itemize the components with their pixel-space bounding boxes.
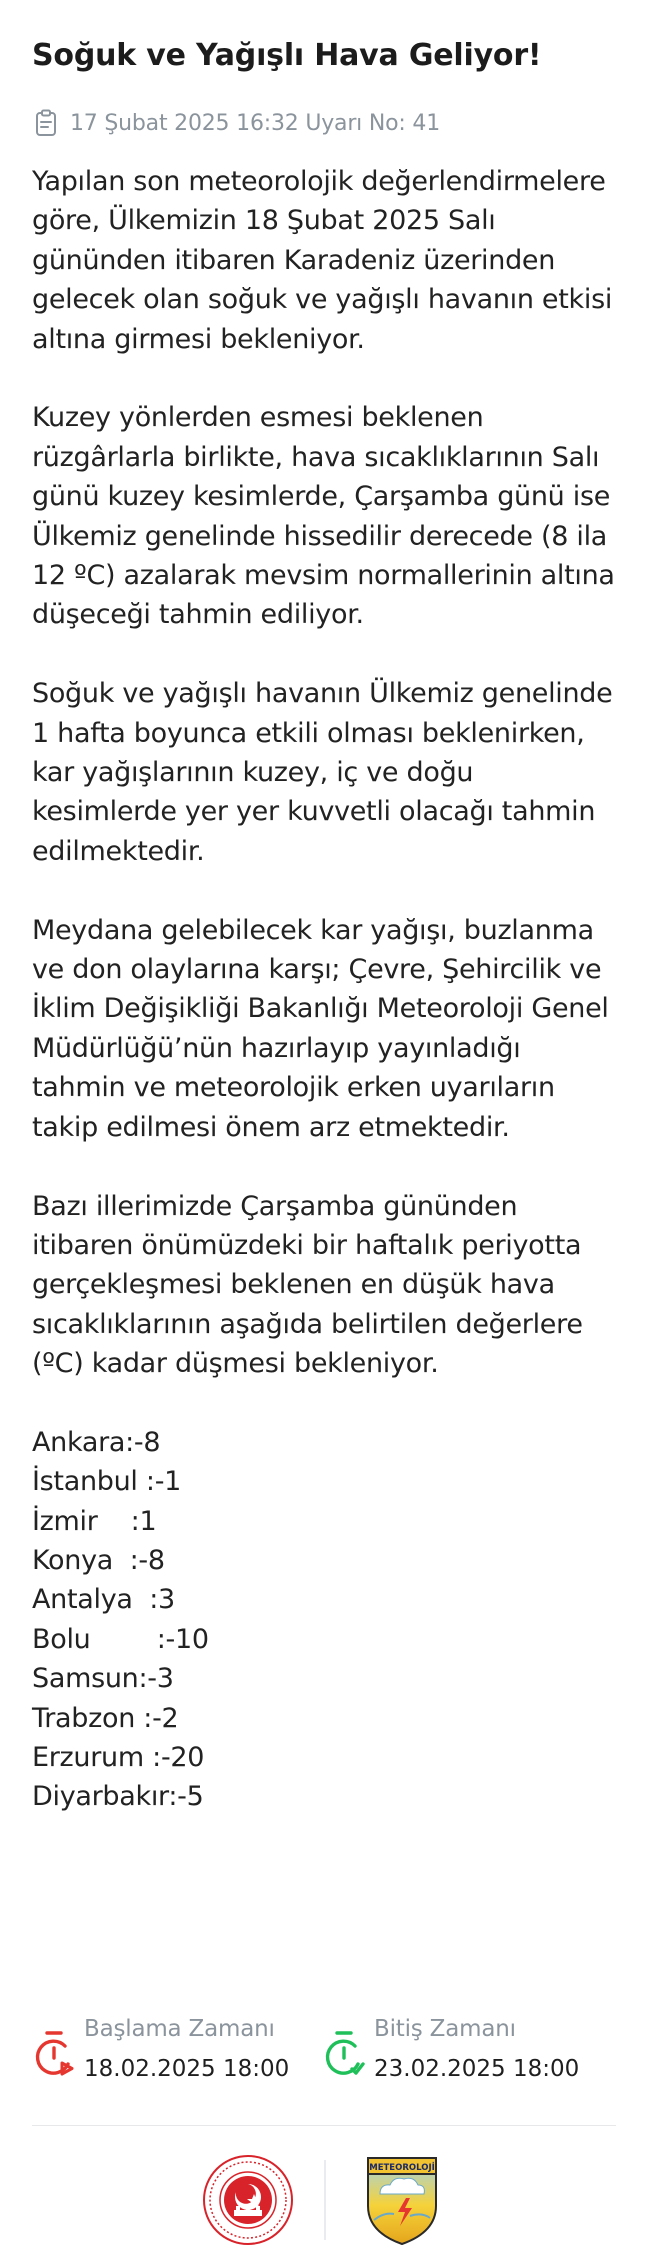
city-temperature-list (32, 1423, 616, 1817)
svg-text:METEOROLOJİ: METEOROLOJİ (369, 2163, 435, 2173)
start-timer-icon (32, 2030, 78, 2082)
city-temperature: Erzurum :-20 (32, 1742, 205, 1774)
warning-meta (32, 108, 616, 138)
city-temperature: Diyarbakır:-5 (32, 1781, 204, 1813)
footer-divider (32, 2125, 616, 2126)
paragraph: Bazı illerimizde Çarşamba gününden itibaren önümüzdeki bir haftalık periyotta gerçekleşmesi beklenen en düşük hava sıcaklıklarının aşağıda belirtilen değerlere (ºC) kadar düşmesi bekleniyor. (32, 1190, 583, 1380)
end-time-text (374, 2014, 579, 2084)
warning-body (32, 162, 616, 1817)
paragraph: Soğuk ve yağışlı havanın Ülkemiz genelinde 1 hafta boyunca etkili olması beklenirken, kar yağışlarının kuzey, iç ve doğu kesimlerde yer yer kuvvetli olacağı tahmin edilmektedir. (32, 678, 613, 867)
end-timer-icon (322, 2030, 368, 2082)
warning-date-and-number: 17 Şubat 2025 16:32 Uyarı No: 41 (70, 110, 441, 136)
city-temperature: Bolu :-10 (32, 1623, 209, 1655)
start-time-text (84, 2014, 289, 2084)
city-temperature: Antalya :3 (32, 1584, 175, 1616)
page-title: Soğuk ve Yağışlı Hava Geliyor! (32, 38, 542, 73)
city-temperature: İzmir :1 (32, 1505, 157, 1537)
paragraph: Yapılan son meteorolojik değerlendirmelere göre, Ülkemizin 18 Şubat 2025 Salı gününden itibaren Karadeniz üzerinden gelecek olan soğuk ve yağışlı havanın etkisi altına girmesi bekleniyor. (32, 166, 613, 355)
city-temperature: Trabzon :-2 (32, 1702, 179, 1734)
ministry-seal-logo (202, 2154, 294, 2246)
end-time-value: 23.02.2025 18:00 (374, 2056, 580, 2082)
logo-separator (324, 2160, 326, 2240)
city-temperature: İstanbul :-1 (32, 1466, 182, 1498)
city-temperature: Konya :-8 (32, 1545, 165, 1577)
paragraph: Meydana gelebilecek kar yağışı, buzlanma ve don olaylarına karşı; Çevre, Şehircilik ve İklim Değişikliği Bakanlığı Meteoroloji Genel Müdürlüğü’nün hazırlayıp yayınladığı tahmin ve meteorolojik erken uyarıların takip edilmesi önem arz etmektedir. (32, 914, 609, 1143)
end-time-block (322, 2014, 579, 2094)
paragraph: Kuzey yönlerden esmesi beklenen rüzgârlarla birlikte, hava sıcaklıklarının Salı günü kuzey kesimlerde, Çarşamba günü ise Ülkemiz genelinde hissedilir derecede (8 ila 12 ºC) azalarak mevsim normallerinin altına düşeceği tahmin ediliyor. (32, 402, 615, 631)
city-temperature: Ankara:-8 (32, 1426, 161, 1458)
start-time-label: Başlama Zamanı (84, 2016, 275, 2042)
warning-time-range (32, 2014, 616, 2094)
warning-detail-page (0, 36, 648, 1817)
city-temperature: Samsun:-3 (32, 1663, 174, 1695)
footer-logos (0, 2154, 648, 2246)
meteoroloji-logo (364, 2154, 440, 2246)
start-time-value: 18.02.2025 18:00 (84, 2056, 290, 2082)
end-time-label: Bitiş Zamanı (374, 2016, 516, 2042)
clipboard-icon (32, 108, 60, 138)
start-time-block (32, 2014, 322, 2094)
